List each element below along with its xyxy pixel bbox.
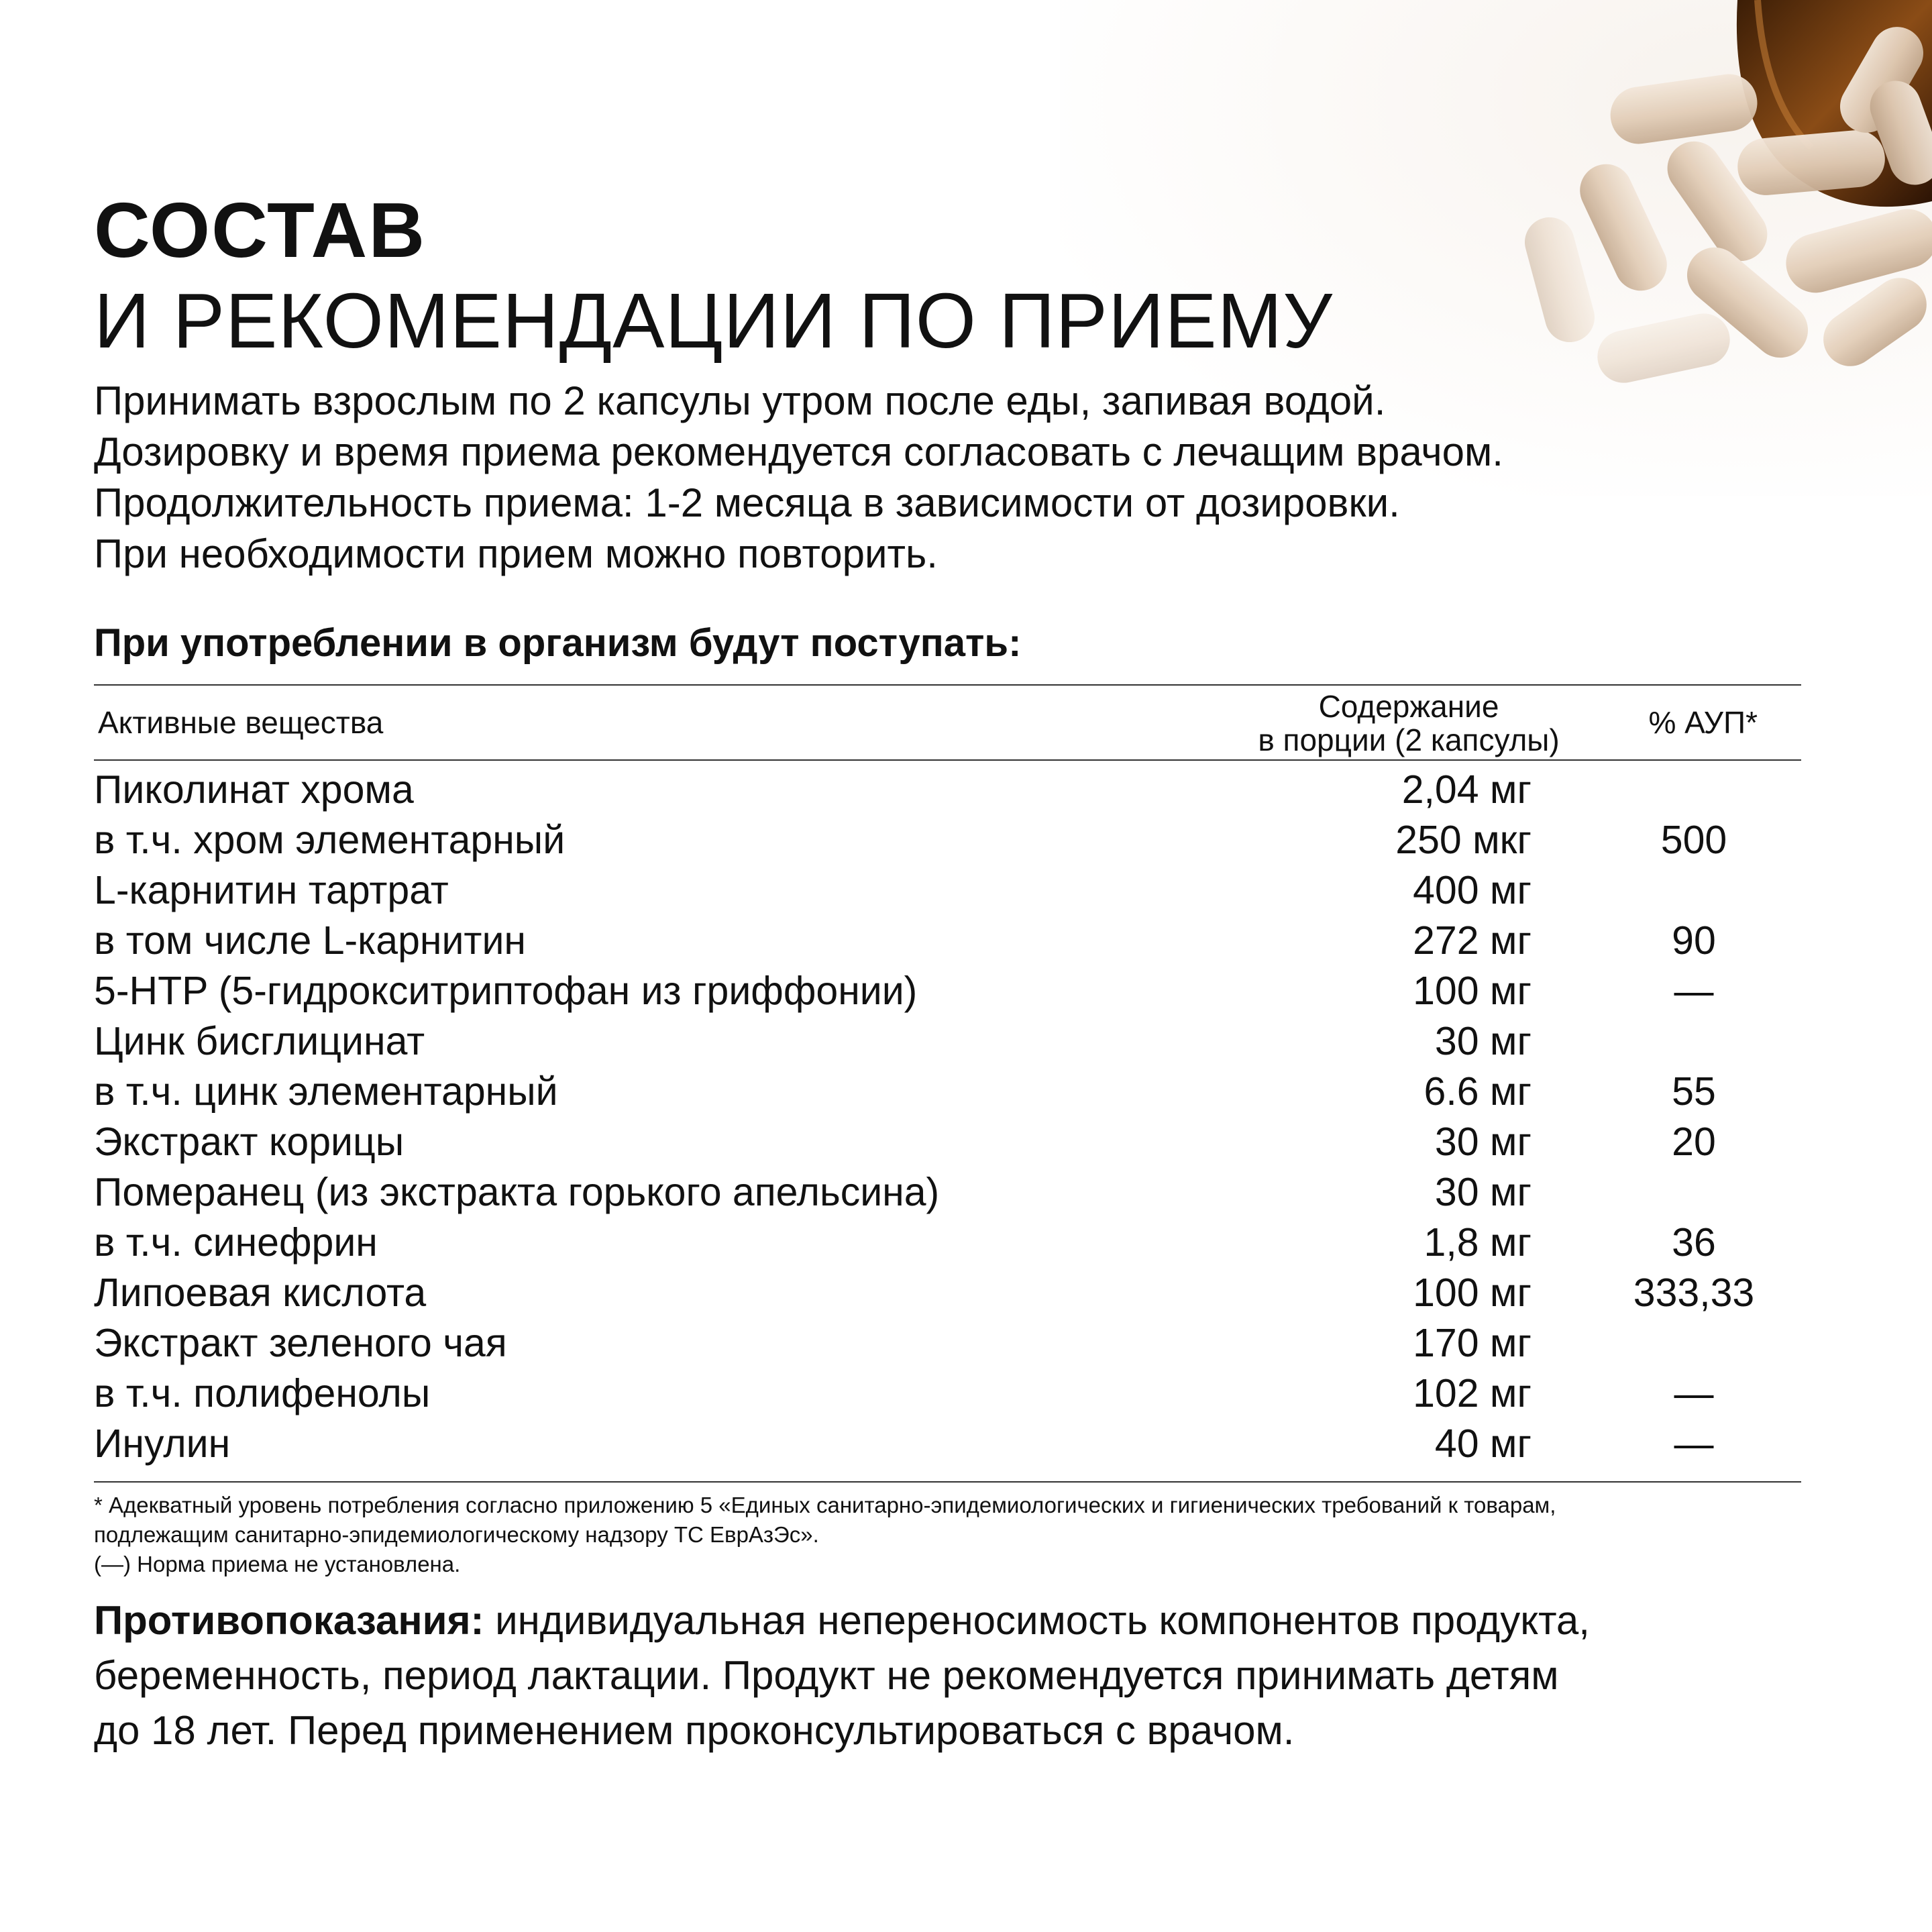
- row-amount: 250 мкг: [1395, 818, 1532, 862]
- contraindications-line: до 18 лет. Перед применением проконсультироваться с врачом.: [94, 1708, 1295, 1753]
- row-name: в т.ч. цинк элементарный: [94, 1069, 558, 1114]
- column-header-amount-line2: в порции (2 капсулы): [1258, 722, 1560, 757]
- instruction-line: При необходимости прием можно повторить.: [94, 531, 938, 576]
- footnote-line: * Адекватный уровень потребления согласно приложению 5 «Единых санитарно-эпидемиологических и гигиенических требований к товарам,: [94, 1493, 1556, 1517]
- row-pct: 90: [1672, 918, 1716, 963]
- contraindications-line: беременность, период лактации. Продукт не рекомендуется принимать детям: [94, 1653, 1559, 1698]
- table-heading: При употреблении в организм будут поступать:: [94, 621, 1022, 665]
- row-pct: 36: [1672, 1220, 1716, 1265]
- row-amount: 100 мг: [1413, 969, 1532, 1013]
- row-pct: —: [1674, 969, 1714, 1013]
- row-name: Пиколинат хрома: [94, 767, 414, 812]
- table-row: [94, 1368, 1801, 1419]
- row-name: Экстракт зеленого чая: [94, 1321, 507, 1365]
- row-amount: 102 мг: [1413, 1371, 1532, 1415]
- row-amount: 6.6 мг: [1424, 1069, 1532, 1114]
- table-row: [94, 765, 1801, 815]
- table-top-rule: [94, 684, 1801, 686]
- title-sub: И РЕКОМЕНДАЦИИ ПО ПРИЕМУ: [94, 277, 1333, 364]
- table-row: [94, 1016, 1801, 1067]
- contraindications-label: Противопоказания:: [94, 1598, 484, 1643]
- footnote-line: (—) Норма приема не установлена.: [94, 1552, 461, 1576]
- table-row: [94, 865, 1801, 916]
- contraindications-line: [94, 1593, 1811, 1648]
- table-row: [94, 966, 1801, 1016]
- table-body: [94, 765, 1801, 1469]
- row-name: Цинк бисглицинат: [94, 1019, 425, 1063]
- column-header-pct: % АУП*: [1648, 705, 1758, 740]
- title-main: СОСТАВ: [94, 186, 427, 274]
- table-row: [94, 1167, 1801, 1218]
- table-row: [94, 916, 1801, 966]
- row-pct: 20: [1672, 1120, 1716, 1164]
- table-row: [94, 1067, 1801, 1117]
- row-amount: 30 мг: [1434, 1120, 1532, 1164]
- row-name: в т.ч. полифенолы: [94, 1371, 431, 1415]
- table-row: [94, 815, 1801, 865]
- column-header-amount-line1: Содержание: [1318, 689, 1499, 724]
- row-amount: 40 мг: [1434, 1421, 1532, 1466]
- row-name: Померанец (из экстракта горького апельсина): [94, 1170, 940, 1214]
- row-pct: 55: [1672, 1069, 1716, 1114]
- row-amount: 2,04 мг: [1401, 767, 1532, 812]
- row-pct: —: [1674, 1421, 1714, 1466]
- row-amount: 30 мг: [1434, 1019, 1532, 1063]
- row-name: в т.ч. хром элементарный: [94, 818, 566, 862]
- footnote-line: подлежащим санитарно-эпидемиологическому надзору ТС ЕврАзЭс».: [94, 1522, 819, 1547]
- row-name: L-карнитин тартрат: [94, 868, 449, 912]
- instruction-line: Дозировку и время приема рекомендуется согласовать с лечащим врачом.: [94, 429, 1503, 474]
- row-amount: 400 мг: [1413, 868, 1532, 912]
- row-amount: 170 мг: [1413, 1321, 1532, 1365]
- contraindications-text: индивидуальная непереносимость компонентов продукта,: [484, 1598, 1590, 1643]
- table-row: [94, 1318, 1801, 1368]
- table-row: [94, 1419, 1801, 1469]
- row-amount: 100 мг: [1413, 1271, 1532, 1315]
- row-amount: 30 мг: [1434, 1170, 1532, 1214]
- instructions: [94, 376, 1771, 580]
- instruction-line: Принимать взрослым по 2 капсулы утром после еды, запивая водой.: [94, 378, 1386, 423]
- row-name: в т.ч. синефрин: [94, 1220, 378, 1265]
- row-name: Инулин: [94, 1421, 231, 1466]
- table-row: [94, 1268, 1801, 1318]
- row-name: Липоевая кислота: [94, 1271, 427, 1315]
- column-header-name: Активные вещества: [98, 705, 384, 740]
- row-name: Экстракт корицы: [94, 1120, 405, 1164]
- row-pct: 333,33: [1633, 1271, 1755, 1315]
- row-name: 5-HTP (5-гидрокситриптофан из гриффонии): [94, 969, 918, 1013]
- row-amount: 272 мг: [1413, 918, 1532, 963]
- row-pct: 500: [1660, 818, 1727, 862]
- table-row: [94, 1117, 1801, 1167]
- row-pct: —: [1674, 1371, 1714, 1415]
- instruction-line: Продолжительность приема: 1-2 месяца в зависимости от дозировки.: [94, 480, 1400, 525]
- row-amount: 1,8 мг: [1424, 1220, 1532, 1265]
- table-row: [94, 1218, 1801, 1268]
- table-bottom-rule: [94, 1481, 1801, 1483]
- row-name: в том числе L-карнитин: [94, 918, 526, 963]
- contraindications: [94, 1593, 1811, 1758]
- footnotes: [94, 1491, 1811, 1579]
- table-header-rule: [94, 759, 1801, 761]
